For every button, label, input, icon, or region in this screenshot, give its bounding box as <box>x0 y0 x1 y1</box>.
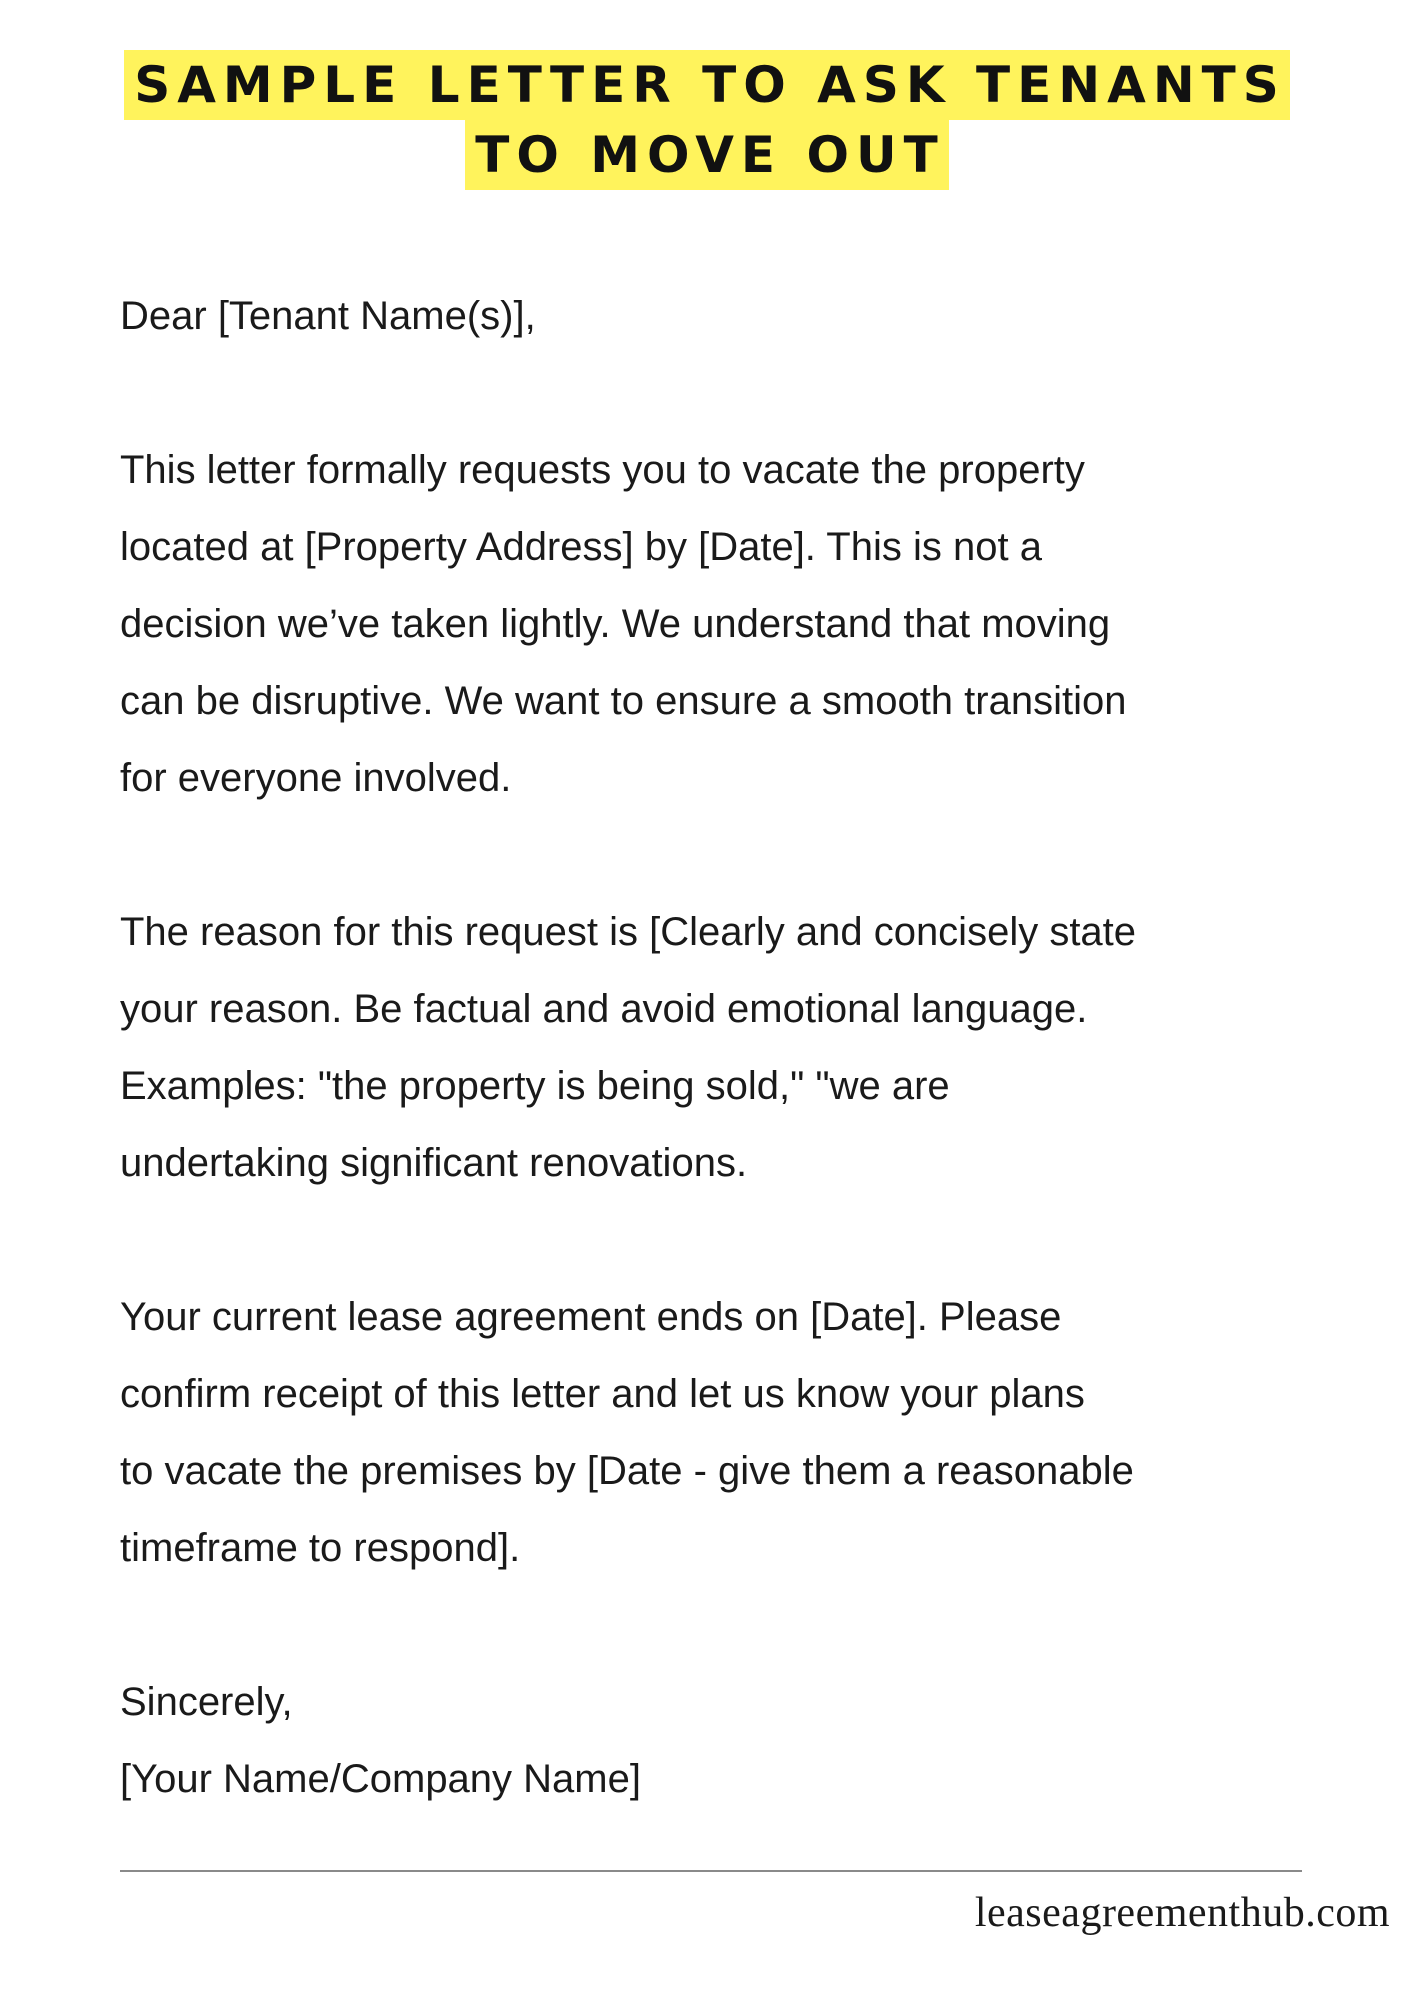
paragraph-line: decision we’ve taken lightly. We understand that moving <box>120 602 1111 646</box>
paragraph-line: for everyone involved. <box>120 756 512 800</box>
closing-text: Sincerely, <box>120 1680 293 1724</box>
paragraph-line: The reason for this request is [Clearly and concisely state <box>120 910 1137 954</box>
paragraph-lease-end <box>120 1279 1360 1587</box>
greeting: Dear [Tenant Name(s)], <box>120 294 536 338</box>
paragraph-line: can be disruptive. We want to ensure a smooth transition <box>120 679 1127 723</box>
sign-off <box>120 1664 1360 1818</box>
paragraph-reason <box>120 894 1360 1202</box>
title-line-1: SAMPLE LETTER TO ASK TENANTS <box>124 50 1290 120</box>
paragraph-line: confirm receipt of this letter and let us know your plans <box>120 1372 1085 1416</box>
paragraph-line: This letter formally requests you to vacate the property <box>120 448 1085 492</box>
signature-placeholder: [Your Name/Company Name] <box>120 1757 641 1801</box>
paragraph-line: Examples: "the property is being sold," "we are <box>120 1064 950 1108</box>
paragraph-line: your reason. Be factual and avoid emotional language. <box>120 987 1088 1031</box>
letter-body <box>120 278 1360 1818</box>
paragraph-line: Your current lease agreement ends on [Date]. Please <box>120 1295 1062 1339</box>
document-title <box>0 50 1414 190</box>
paragraph-line: timeframe to respond]. <box>120 1526 521 1570</box>
title-line-2: TO MOVE OUT <box>465 120 948 190</box>
paragraph-line: located at [Property Address] by [Date]. This is not a <box>120 525 1042 569</box>
paragraph-line: to vacate the premises by [Date - give them a reasonable <box>120 1449 1134 1493</box>
paragraph-request <box>120 432 1360 817</box>
footer-divider <box>120 1870 1302 1872</box>
paragraph-line: undertaking significant renovations. <box>120 1141 748 1185</box>
footer-website: leaseagreementhub.com <box>974 1890 1390 1936</box>
